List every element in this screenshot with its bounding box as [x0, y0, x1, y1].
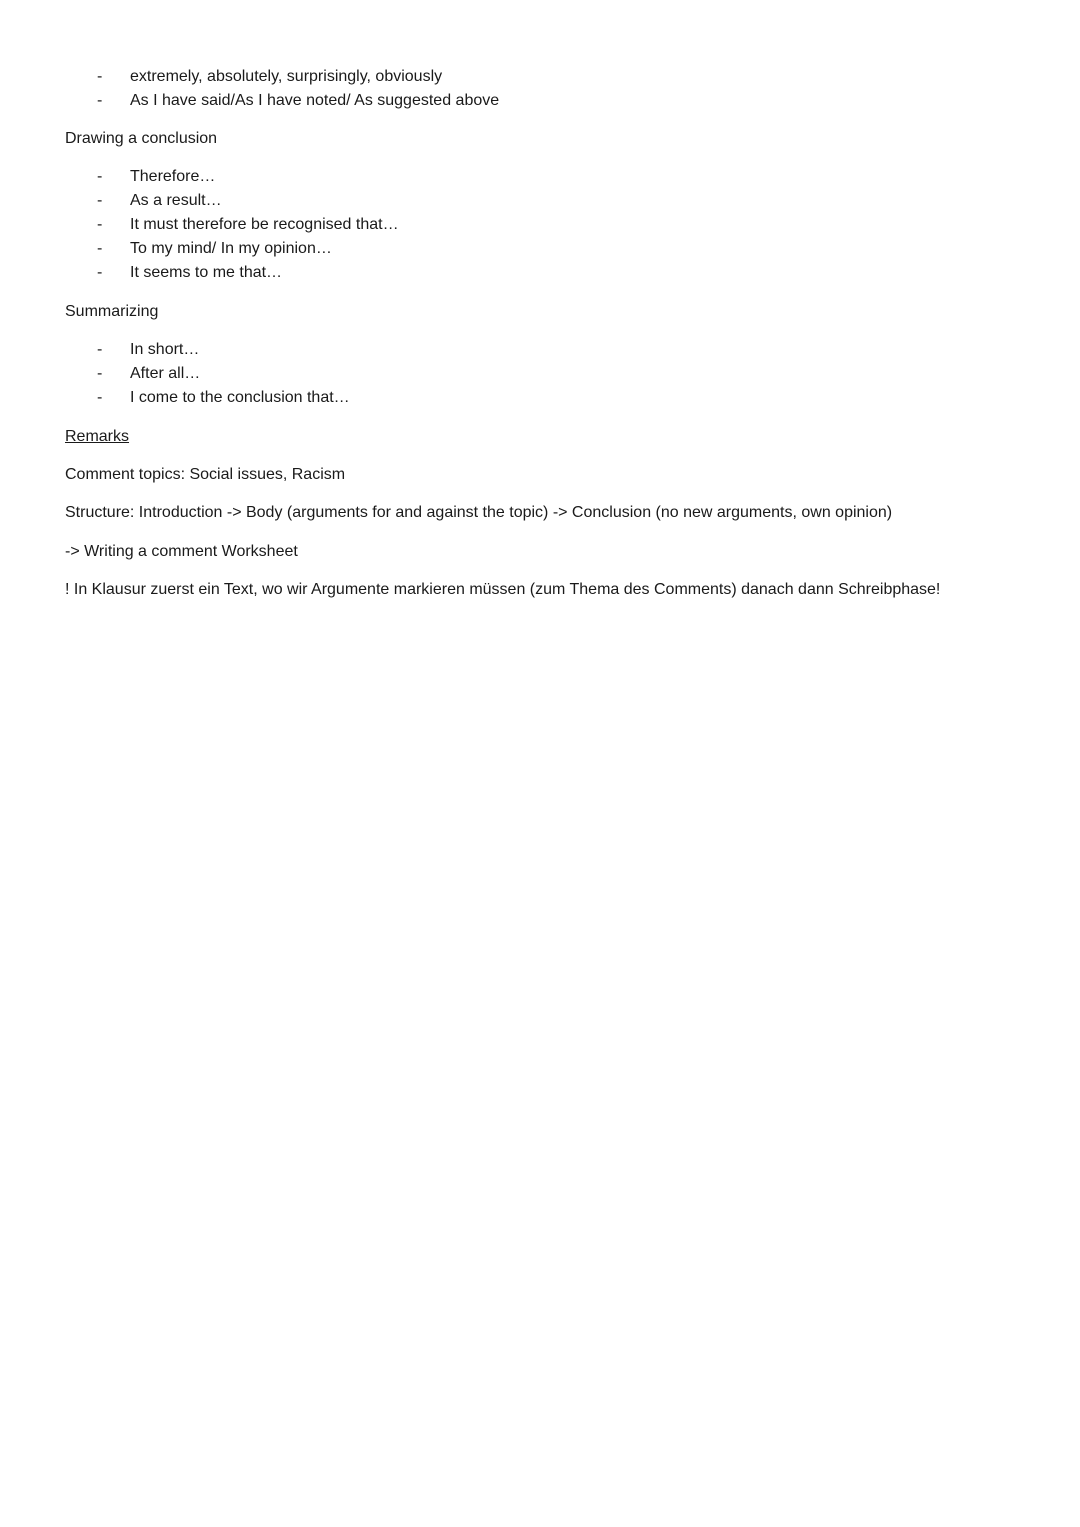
bullet-dash: -: [97, 192, 103, 209]
bullet-dash: -: [97, 216, 103, 233]
list-item-text: It seems to me that…: [130, 264, 283, 281]
list-item-text: It must therefore be recognised that…: [130, 216, 399, 233]
list-item-text: To my mind/ In my opinion…: [130, 240, 332, 257]
comment-topics: Comment topics: Social issues, Racism: [65, 466, 346, 483]
conclusion-heading: Drawing a conclusion: [65, 130, 218, 147]
bullet-dash: -: [97, 168, 103, 185]
list-item-text: After all…: [130, 365, 201, 382]
list-item-text: As a result…: [130, 192, 222, 209]
bullet-dash: -: [97, 264, 103, 281]
worksheet-note: -> Writing a comment Worksheet: [65, 543, 298, 560]
list-item-text: I come to the conclusion that…: [130, 389, 350, 406]
list-item-text: In short…: [130, 341, 200, 358]
summarizing-heading: Summarizing: [65, 303, 159, 320]
bullet-dash: -: [97, 341, 103, 358]
exam-note: ! In Klausur zuerst ein Text, wo wir Argumente markieren müssen (zum Thema des Comments) danach dann Schreibphase!: [65, 581, 941, 598]
bullet-dash: -: [97, 365, 103, 382]
remarks-heading: Remarks: [65, 428, 130, 445]
bullet-dash: -: [97, 68, 103, 85]
bullet-dash: -: [97, 240, 103, 257]
bullet-dash: -: [97, 92, 103, 109]
list-item-text: extremely, absolutely, surprisingly, obviously: [130, 68, 443, 85]
structure-note: Structure: Introduction -> Body (arguments for and against the topic) -> Conclusion (no new arguments, own opinion): [65, 504, 893, 521]
list-item-text: As I have said/As I have noted/ As suggested above: [130, 92, 500, 109]
list-item-text: Therefore…: [130, 168, 216, 185]
bullet-dash: -: [97, 389, 103, 406]
